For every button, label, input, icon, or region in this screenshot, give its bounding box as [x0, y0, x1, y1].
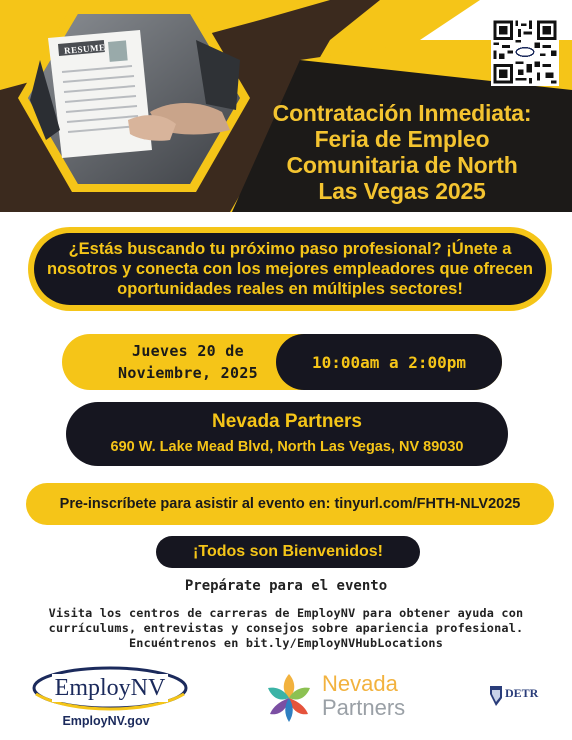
- venue-pill: [66, 402, 508, 466]
- header-banner: [0, 0, 572, 212]
- welcome-banner: ¡Todos son Bienvenidos!: [156, 536, 420, 568]
- nevada-partners-flower-icon: [262, 670, 316, 726]
- np-name-line: Nevada: [322, 671, 398, 696]
- visit-paragraph: [18, 606, 554, 651]
- np-name-line: Partners: [322, 695, 406, 720]
- qr-code[interactable]: [491, 18, 559, 86]
- headline-line: Contratación Inmediata:: [272, 100, 532, 126]
- event-time: 10:00am a 2:00pm: [276, 334, 502, 390]
- headline-line: Comunitaria de North: [286, 152, 518, 178]
- resume-label: RESUME: [63, 42, 106, 56]
- register-link[interactable]: Pre-inscríbete para asistir al evento en: tinyurl.com/FHTH-NLV2025: [26, 483, 554, 525]
- intro-text: ¿Estás buscando tu próximo paso profesional? ¡Únete a nosotros y conecta con los mejores empleadores que ofrecen oportunidades reales en múltiples sectores!: [34, 233, 546, 305]
- event-headline: [232, 100, 572, 204]
- headline-line: Las Vegas 2025: [318, 178, 486, 204]
- venue-name: Nevada Partners: [212, 411, 362, 432]
- nevada-partners-logo-text: [322, 672, 432, 720]
- visit-line: Visita los centros de carreras de EmployNV para obtener ayuda con: [48, 606, 524, 620]
- event-date: Jueves 20 de Noviembre, 2025: [118, 342, 258, 382]
- detr-logo-text: DETR: [505, 686, 539, 700]
- headline-line: Feria de Empleo: [314, 126, 490, 152]
- visit-line[interactable]: Encuéntrenos en bit.ly/EmployNVHubLocations: [129, 636, 443, 650]
- venue-address: 690 W. Lake Mead Blvd, North Las Vegas, NV 89030: [110, 439, 464, 455]
- intro-banner: [28, 227, 552, 311]
- employnv-url[interactable]: EmployNV.gov: [62, 714, 150, 728]
- visit-line: currículums, entrevistas y consejos sobre apariencia profesional.: [48, 621, 524, 635]
- prepare-heading: Prepárate para el evento: [184, 578, 388, 594]
- employnv-logo-text: EmployNV: [54, 675, 166, 701]
